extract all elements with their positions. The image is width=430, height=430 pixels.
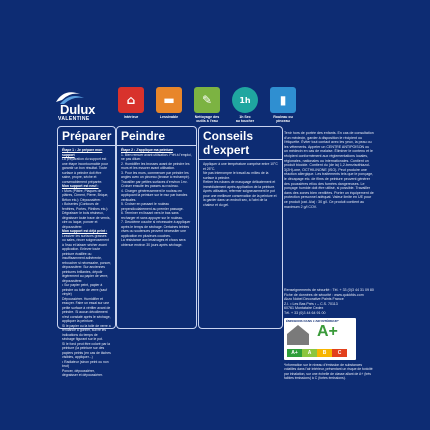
emission-title: ÉMISSIONS DANS L'AIR INTÉRIEUR* xyxy=(286,319,339,323)
panel-title: Préparer xyxy=(62,129,112,143)
section-text: Appliquer à une température comprise entre 10°C et 25°C. Ne pas interrompre le travail au milieu de la surface à peindre. Retirer les rubans de masquage délicatement et immédiatement après application de la peinture. Après utilisation, refermer soigneusement le pot pour une meilleure conservation de la peinture et la garder dans un endroit sec, à l'abri de la chaleur et du gel. xyxy=(203,162,278,207)
emission-scale xyxy=(287,349,347,357)
panel-body xyxy=(117,148,196,247)
emission-note: *Information sur le niveau d'émission de substances volatiles dans l'air intérieur, présentant un risque de toxicité par inhalation, sur une échelle de classe allant de A+ (très faibles émissions) à C (fortes émissions). xyxy=(284,363,373,381)
scale-step: A xyxy=(302,349,317,357)
section-text: Lessiver les surfaces grasses ou sales, rincer soigneusement à l'eau et laisser sécher avant application. Enlever toute peinture écaillée ou insuffisamment adhérente, reboucher si nécessaire, poncer, dépoussiérer. Sur anciennes peintures brillantes, dépolir légèrement au papier de verre, dépoussiérer. • Sur papier peint, papier à peindre ou toile de verre (sauf vinyle) Dépoussiérer. Humidifier et essuyer. Faire un essai sur une petite surface à vérifier avant de peindre. Si aucun décollement n'est constaté après le séchage, appliquer la peinture. Si le papier ou la toile de verre a tendance à gonfler, suivre les indications du temps de séchage figurant sur le pot. Si le fond peut être coloré par la peinture (la peinture sur des papiers peints (en cas de tâches visibles, appliquer...) • Radiateur (sinon peint ou non brut) Poncer, dépoussiérer, dégraisser et dépoussiérer. xyxy=(62,233,112,377)
feature-label: 1h Sec au toucher xyxy=(235,115,255,123)
section-heading: Mon support est déjà peint : xyxy=(62,229,108,233)
feature-label: Lessivable xyxy=(159,115,179,119)
sponge-icon: ▬ xyxy=(156,87,182,113)
dulux-logo xyxy=(52,90,108,124)
brush-water-icon: ✎ xyxy=(194,87,220,113)
feature-washable xyxy=(155,87,183,123)
contact-text: Renseignements de sécurité : Tél. + 33 (0)3 44 31 09 80 Fiche de données de sécurité : www.quickfds.com Akzo Nobel Decorative Paints France Z.I. • Les Bas Prés • – C.S. 70113 60761 Montataire Cedex Tél. + 33 (0)3 44 64 91 00 xyxy=(284,288,374,315)
scale-step: B xyxy=(317,349,332,357)
panel-body xyxy=(199,162,282,207)
section-heading: Étape 1 : Je prépare mon support xyxy=(62,148,103,157)
section-text: La résistance aux lessivages et chocs sera obtenue environ 30 jours après séchage. xyxy=(121,238,186,247)
feature-label: Intérieur xyxy=(123,115,139,119)
panel-conseils xyxy=(198,126,283,329)
section-text: La préparation du support est une étape incontournable pour garantir un bon résultat. Toute surface à peindre doit être saine, propre, sèche et convenablement préparée. xyxy=(62,157,108,184)
feature-dry-time xyxy=(231,87,259,123)
house-icon: ⌂ xyxy=(118,87,144,113)
roller-icon: ▮ xyxy=(270,87,296,113)
section-heading: Étape 2 : J'applique ma peinture xyxy=(121,148,173,152)
brand-name: Dulux xyxy=(60,102,96,117)
feature-label: Nettoyage des outils à l'eau xyxy=(194,115,220,123)
section-text: • Murs (Plâtre, Plaques de plâtres, Ciment, Pierre, Brique, Béton etc.): Dépoussiérer. • Boiseries (Contours de fenêtres, Portes, Plinthes etc.): Dégraisser le bois résineux, dégraisser toute trace de vernis, cire ou laque, poncer et dépoussiérer. xyxy=(62,188,111,229)
panel-body xyxy=(58,148,115,378)
panel-title: Peindre xyxy=(121,129,166,143)
feature-label: Rouleau ou pinceau xyxy=(273,115,293,123)
feature-roller-brush xyxy=(269,87,297,123)
emission-label xyxy=(284,318,356,360)
divider xyxy=(117,145,196,146)
feature-water-cleanup xyxy=(193,87,221,123)
emission-grade: A+ xyxy=(317,323,338,340)
feature-interior xyxy=(117,87,145,123)
panel-title: Conseils d'expert xyxy=(203,129,254,157)
safety-text: Tenir hors de portée des enfants. En cas de consultation d'un médecin, garder à disposition le récipient ou l'étiquette. Éviter tout contact avec les yeux, la peau ou les vêtements. Appeler un CENTRE ANTIPOISON ou un médecin en cas de malaise. Éliminer le contenu et le récipient conformément aux réglementations locales, régionales, nationales ou internationales. Contient un produit biocide. Contient du (de la) 1,2-benzisothiazol-3(2H)-one, OCTHILINONE (ISO). Peut produire une réaction allergique. Les traitements tels que le ponçage, le décapage etc. de films de peinture peuvent générer des poussières et/ou des fumées dangereuses. Le ponçage humide doit être utilisé, si possible. Travailler dans des zones bien ventilées. Porter un équipement de protection personnel adéquat. Valeur limite en UE pour ce produit (cat. A/a) : 30 g/l. Ce produit contient au maximum 2 g/l COV. xyxy=(284,131,374,209)
house-icon xyxy=(287,325,309,345)
panel-preparer xyxy=(57,126,116,377)
clock-icon: 1h xyxy=(232,87,258,113)
scale-step: C xyxy=(332,349,347,357)
feature-icons xyxy=(117,87,297,123)
divider xyxy=(199,159,282,160)
scale-step: A+ xyxy=(287,349,302,357)
section-heading: Mon support est neuf : xyxy=(62,184,99,188)
divider xyxy=(58,145,115,146)
panel-peindre xyxy=(116,126,197,329)
section-text: 1. Bien remuer avant utilisation. Prêt à l'emploi, ne pas diluer. 2. Humidifier les brosses avant de peindre les murs et les essorer avant utilisation. 3. Pour les murs, commencer par peindre les angles avec un pinceau (brosse à rechampir). Travailler par petites surfaces d'environ 1m². Croiser ensuite les passes au rouleau. 4. Charger généreusement le rouleau en appliquant la peinture sur le mur par bandes verticales. 5. Croiser en passant le rouleau perpendiculairement au premier passage. 6. Terminer en lissant vers le bas sans recharger et sans appuyer sur le rouleau. 7. Deuxième couche si nécessaire à appliquer après le temps de séchage. Certaines teintes vives ou soutenues peuvent nécessiter une application en plusieurs couches. xyxy=(121,152,192,238)
brand-sub: VALENTINE xyxy=(58,116,90,122)
